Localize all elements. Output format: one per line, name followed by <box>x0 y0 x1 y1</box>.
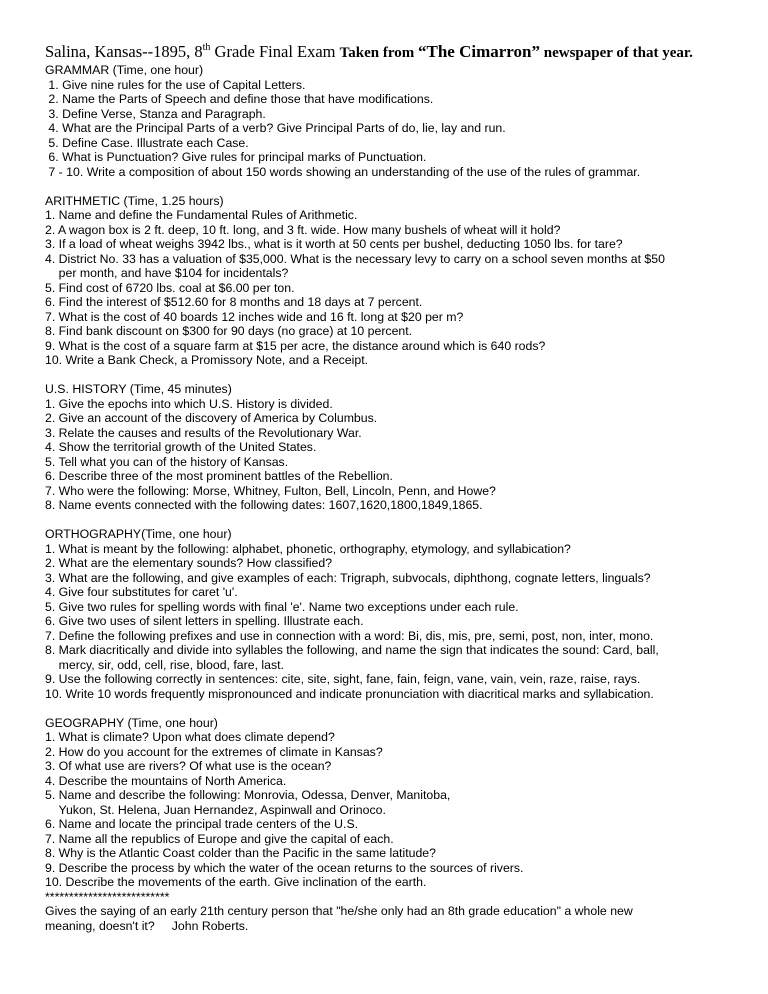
question-item: 4. District No. 33 has a valuation of $35,000. What is the necessary levy to carry on a school seven months at $50 <box>45 251 665 266</box>
question-item: 2. Name the Parts of Speech and define those that have modifications. <box>45 92 434 106</box>
question-item: 5. Give two rules for spelling words with final 'e'. Name two exceptions under each rule. <box>45 599 519 614</box>
question-item: 1. What is climate? Upon what does climate depend? <box>45 730 335 744</box>
section-heading: ARITHMETIC (Time, 1.25 hours) <box>45 193 224 208</box>
question-item: 2. A wagon box is 2 ft. deep, 10 ft. long, and 3 ft. wide. How many bushels of wheat will it hold? <box>45 222 561 237</box>
question-item: 7. Define the following prefixes and use in connection with a word: Bi, dis, mis, pre, semi, post, non, inter, mono. <box>45 628 654 643</box>
exam-body <box>45 63 735 933</box>
section-us-history <box>45 382 735 513</box>
title-part-1: Salina, Kansas--1895, 8 <box>45 42 203 61</box>
question-item: 5. Define Case. Illustrate each Case. <box>45 135 249 150</box>
question-item: 9. Use the following correctly in sentences: cite, site, sight, fane, fain, feign, vane, vain, vein, raze, raise, rays. <box>45 672 641 686</box>
question-item: 4. Give four substitutes for caret 'u'. <box>45 585 238 599</box>
closing-remark-line-1: Gives the saying of an early 21th century person that "he/she only had an 8th grade education" a whole new <box>45 904 633 918</box>
question-item: 6. What is Punctuation? Give rules for principal marks of Punctuation. <box>45 150 427 164</box>
asterisk-separator: ************************** <box>45 889 170 904</box>
section-orthography <box>45 527 735 701</box>
question-item: 4. Describe the mountains of North America. <box>45 773 287 788</box>
question-item: 7. Who were the following: Morse, Whitney, Fulton, Bell, Lincoln, Penn, and Howe? <box>45 483 496 498</box>
document-title <box>45 42 735 63</box>
title-superscript: th <box>202 42 211 53</box>
question-item: 8. Find bank discount on $300 for 90 days (no grace) at 10 percent. <box>45 324 413 338</box>
question-item: 5. Find cost of 6720 lbs. coal at $6.00 per ton. <box>45 280 295 295</box>
question-item-continuation: Yukon, St. Helena, Juan Hernandez, Aspinwall and Orinoco. <box>45 802 386 817</box>
question-item: 3. If a load of wheat weighs 3942 lbs., what is it worth at 50 cents per bushel, deducting 1050 lbs. for tare? <box>45 237 623 251</box>
question-item: 3. Of what use are rivers? Of what use is the ocean? <box>45 759 332 773</box>
question-item: 5. Name and describe the following: Monrovia, Odessa, Denver, Manitoba, <box>45 788 451 802</box>
section-heading: GEOGRAPHY (Time, one hour) <box>45 715 218 730</box>
question-item: 2. What are the elementary sounds? How classified? <box>45 556 333 570</box>
section-heading: ORTHOGRAPHY(Time, one hour) <box>45 527 232 541</box>
section-heading: U.S. HISTORY (Time, 45 minutes) <box>45 382 232 396</box>
title-part-3: Taken from <box>339 45 418 61</box>
question-item: 8. Name events connected with the following dates: 1607,1620,1800,1849,1865. <box>45 498 483 512</box>
question-item: 10. Write a Bank Check, a Promissory Note, and a Receipt. <box>45 353 369 367</box>
title-newspaper-name: “The Cimarron” <box>418 42 540 61</box>
question-item: 1. Name and define the Fundamental Rules of Arithmetic. <box>45 208 358 222</box>
question-item: 3. What are the following, and give examples of each: Trigraph, subvocals, diphthong, cognate letters, linguals? <box>45 570 651 585</box>
title-period: . <box>689 45 693 61</box>
question-item: 10. Write 10 words frequently mispronounced and indicate pronunciation with diacritical marks and syllabication. <box>45 686 654 701</box>
exam-document <box>45 42 735 933</box>
question-item-continuation: per month, and have $104 for incidentals? <box>45 266 289 280</box>
question-item: 9. What is the cost of a square farm at $15 per acre, the distance around which is 640 rods? <box>45 338 546 353</box>
question-item: 10. Describe the movements of the earth. Give inclination of the earth. <box>45 875 427 889</box>
question-item: 2. How do you account for the extremes of climate in Kansas? <box>45 744 383 759</box>
question-item: 7 - 10. Write a composition of about 150 words showing an understanding of the use of the rules of grammar. <box>45 164 641 179</box>
question-item: 8. Why is the Atlantic Coast colder than the Pacific in the same latitude? <box>45 846 436 860</box>
question-item: 6. Name and locate the principal trade centers of the U.S. <box>45 817 359 831</box>
question-item-continuation: mercy, sir, odd, cell, rise, blood, fare, last. <box>45 657 284 672</box>
question-item: 1. What is meant by the following: alphabet, phonetic, orthography, etymology, and syllabication? <box>45 541 571 556</box>
question-item: 1. Give nine rules for the use of Capital Letters. <box>45 77 306 92</box>
section-grammar <box>45 63 735 179</box>
question-item: 2. Give an account of the discovery of America by Columbus. <box>45 411 378 425</box>
section-geography <box>45 716 735 934</box>
question-item: 5. Tell what you can of the history of Kansas. <box>45 454 289 469</box>
question-item: 3. Define Verse, Stanza and Paragraph. <box>45 106 266 121</box>
question-item: 4. Show the territorial growth of the United States. <box>45 440 317 454</box>
section-arithmetic <box>45 194 735 368</box>
title-part-4: newspaper of that year <box>540 45 690 61</box>
question-item: 8. Mark diacritically and divide into syllables the following, and name the sign that indicates the sound: Card, ball, <box>45 643 659 657</box>
question-item: 3. Relate the causes and results of the Revolutionary War. <box>45 425 362 440</box>
question-item: 1. Give the epochs into which U.S. History is divided. <box>45 396 333 411</box>
question-item: 7. What is the cost of 40 boards 12 inches wide and 16 ft. long at $20 per m? <box>45 309 464 324</box>
section-heading: GRAMMAR (Time, one hour) <box>45 63 204 77</box>
title-part-2: Grade Final Exam <box>210 42 340 61</box>
question-item: 7. Name all the republics of Europe and give the capital of each. <box>45 831 394 846</box>
question-item: 4. What are the Principal Parts of a verb? Give Principal Parts of do, lie, lay and run. <box>45 121 506 135</box>
question-item: 6. Find the interest of $512.60 for 8 months and 18 days at 7 percent. <box>45 295 423 309</box>
question-item: 6. Describe three of the most prominent battles of the Rebellion. <box>45 469 393 483</box>
question-item: 6. Give two uses of silent letters in spelling. Illustrate each. <box>45 614 364 628</box>
closing-remark-line-2: meaning, doesn't it? John Roberts. <box>45 918 249 933</box>
question-item: 9. Describe the process by which the water of the ocean returns to the sources of rivers. <box>45 860 524 875</box>
